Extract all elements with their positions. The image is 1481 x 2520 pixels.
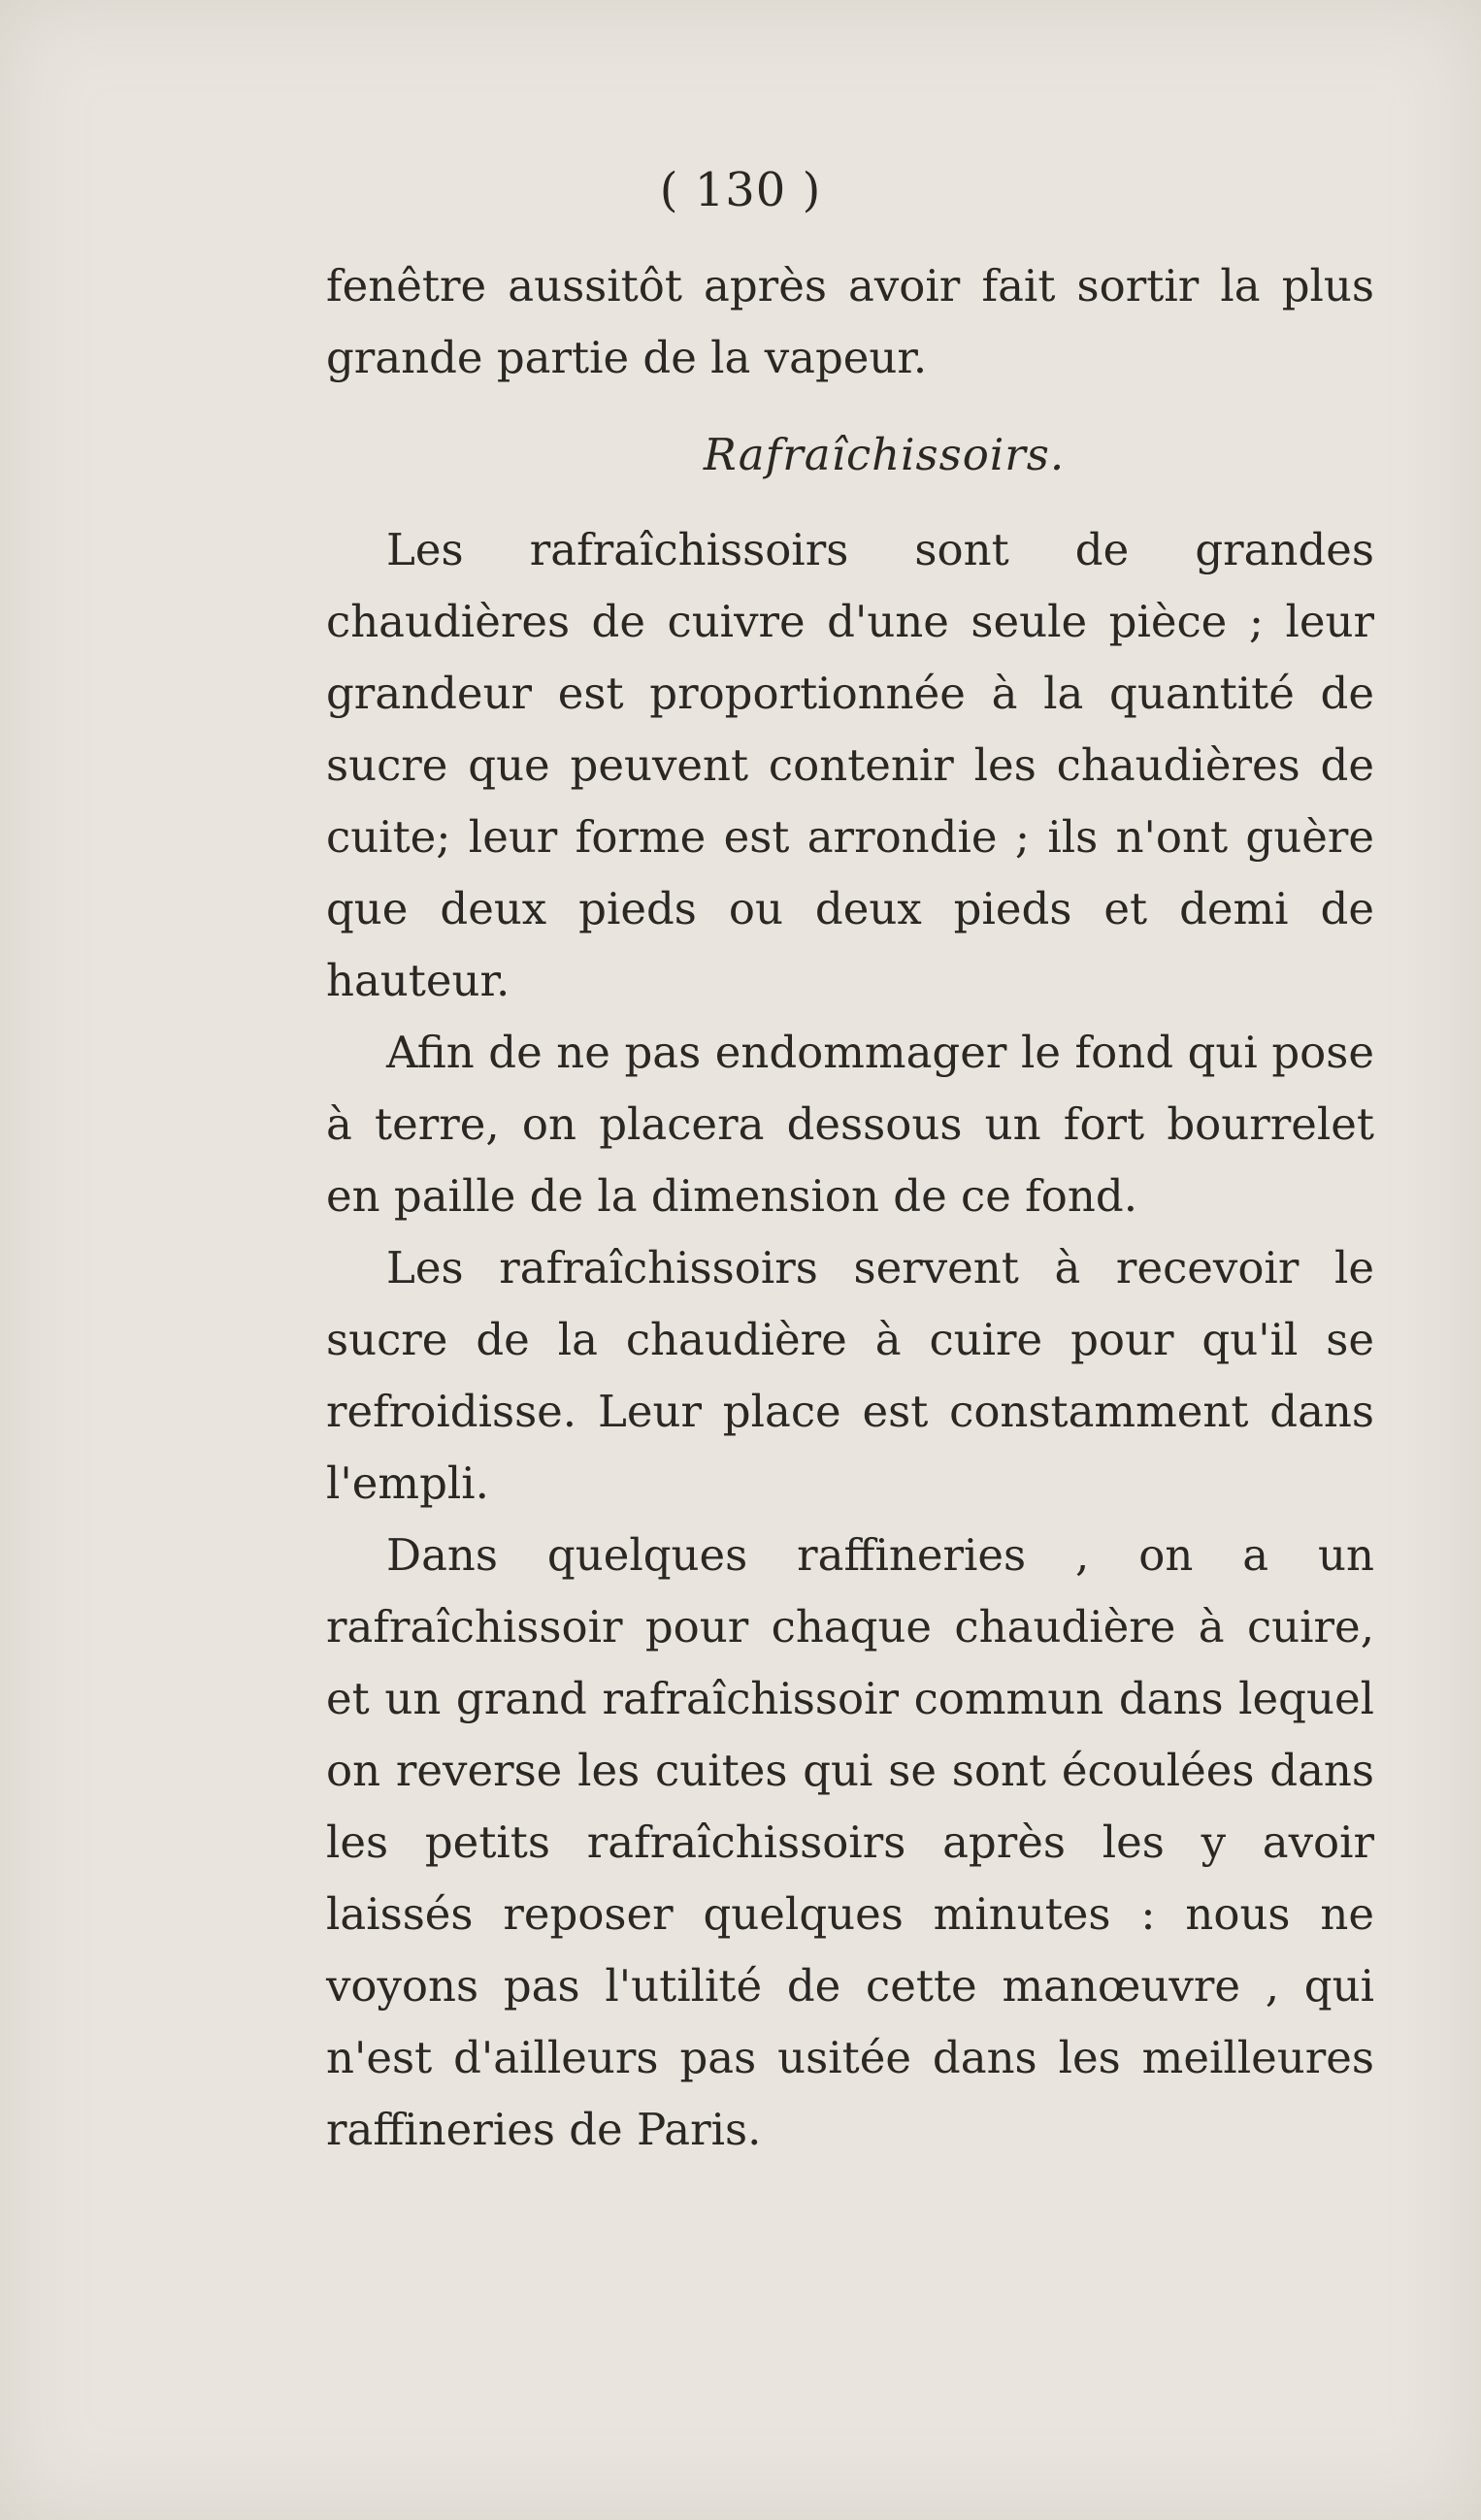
- paragraph-2: Afin de ne pas endommager le fond qui pose à terre, on placera dessous un fort bourrelet en paille de la dimension de ce fond.: [326, 1027, 1374, 1222]
- paragraph-1: Les rafraîchissoirs sont de grandes chaudières de cuivre d'une seule pièce ; leur grandeur est proportionnée à la quantité de sucre que peuvent contenir les chaudières de cuite; leur forme est arrondie ; ils n'ont guère que deux pieds ou deux pieds et demi de hauteur.: [326, 524, 1374, 1006]
- page-number: ( 130 ): [659, 163, 822, 217]
- paragraph-3: Les rafraîchissoirs servent à recevoir le sucre de la chaudière à cuire pour qu'il se refroidisse. Leur place est constamment dans l'empli.: [326, 1242, 1374, 1509]
- body-text: [326, 250, 1374, 2166]
- paragraph-4: Dans quelques raffineries , on a un rafraîchissoir pour chaque chaudière à cuire, et un grand rafraîchissoir commun dans lequel on reverse les cuites qui se sont écoulées dans les petits rafraîchissoirs après les y avoir laissés reposer quelques minutes : nous ne voyons pas l'utilité de cette manœuvre , qui n'est d'ailleurs pas usitée dans les meilleures raffineries de Paris.: [326, 1529, 1374, 2155]
- carryover-paragraph: fenêtre aussitôt après avoir fait sortir la plus grande partie de la vapeur.: [326, 260, 1374, 383]
- section-heading: Rafraîchissoirs.: [703, 429, 1066, 480]
